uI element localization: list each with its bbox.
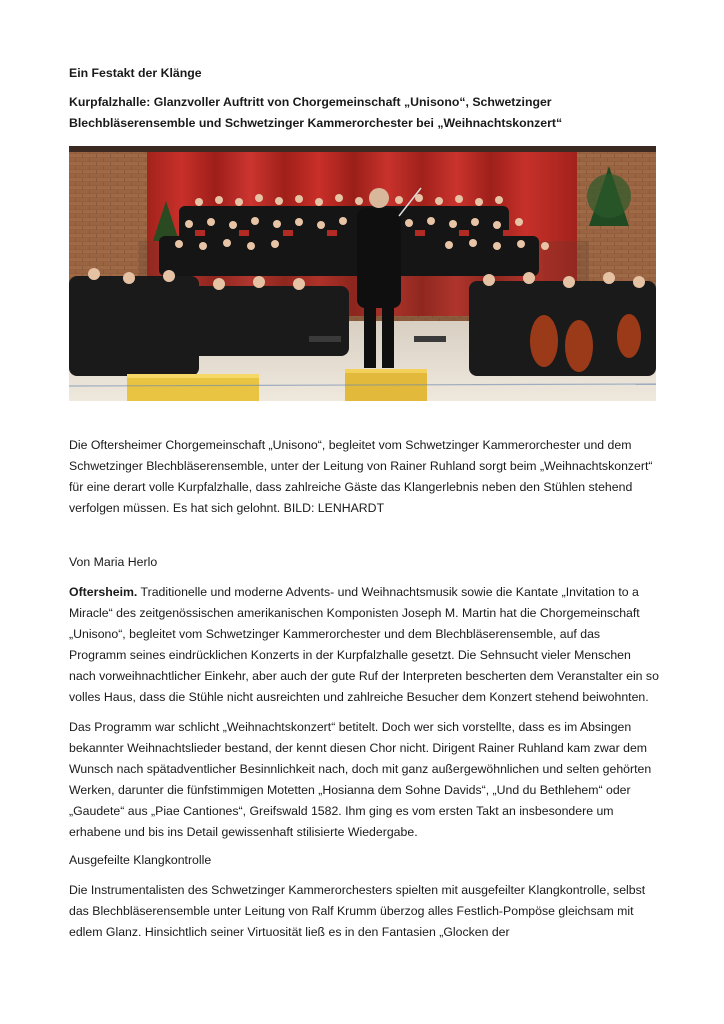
article-paragraph-2: Das Programm war schlicht „Weihnachtskonzert“ betitelt. Doch wer sich vorstellte, dass es im Absingen bekannter Weihnachtslieder bestand, der kennt diesen Chor nicht. Dirigent Rainer Ruhland kam zwar dem Wunsch nach spätadventlicher Besinnlichkeit nach, doch mit ganz außergewöhnlichen und selten gehörten Werken, darunter die fünfstimmigen Motetten „Hosianna dem Sohne Davids“, „Und du Bethlehem“ oder „Gaudete“ aus „Piae Cantiones“, Greifswald 1582. Ihm ging es vom ersten Takt an insbesondere um erhabene und bis ins Detail gewissenhaft stilisierte Wiedergabe. [69, 720, 652, 839]
article [69, 64, 659, 943]
paragraph-1-text: Traditionelle und moderne Advents- und Weihnachtsmusik sowie die Kantate „Invitation to a Miracle“ des zeitgenössischen amerikanischen Komponisten Joseph M. Martin hat die Chorgemeinschaft „Unisono“, begleitet vom Schwetzinger Kammerorchester und dem Blechbläserensemble, auf das Programm seines eindrücklichen Konzerts in der Kurpfalzhalle gesetzt. Die Sehnsucht vieler Menschen nach vorweihnachtlicher Einkehr, aber auch der gute Ruf der Interpreten bescherten dem Veranstalter ein so volles Haus, dass die Stühle nicht ausreichten und zahlreiche Besucher dem Konzert stehend beiwohnten. [69, 585, 659, 704]
headline-line-1: Kurpfalzhalle: Glanzvoller Auftritt von Chorgemeinschaft „Unisono“, Schwetzinger [69, 95, 552, 109]
article-kicker: Ein Festakt der Klänge [69, 66, 202, 80]
article-subheading: Ausgefeilte Klangkontrolle [69, 853, 212, 867]
article-headline [69, 92, 659, 134]
concert-photo-illustration [69, 146, 656, 401]
headline-line-2: Blechbläserensemble und Schwetzinger Kammerorchester bei „Weihnachtskonzert“ [69, 116, 563, 130]
dateline: Oftersheim. [69, 585, 138, 599]
article-paragraph-1 [69, 582, 659, 708]
author-byline: Von Maria Herlo [69, 555, 158, 569]
article-paragraph-3: Die Instrumentalisten des Schwetzinger Kammerorchesters spielten mit ausgefeilter Klangkontrolle, selbst das Blechbläserensemble unter Leitung von Ralf Krumm überzog alles Festlich-Pompöse gleichsam mit edlem Glanz. Hinsichtlich seiner Virtuosität ließ es in den Fantasien „Glocken der [69, 883, 646, 939]
concert-photo [69, 146, 656, 401]
photo-caption: Die Oftersheimer Chorgemeinschaft „Unisono“, begleitet vom Schwetzinger Kammerorchester und dem Schwetzinger Blechbläserensemble, unter der Leitung von Rainer Ruhland sorgt beim „Weihnachtskonzert“ für eine derart volle Kurpfalzhalle, dass zahlreiche Gäste das Klangerlebnis neben den Stühlen stehend verfolgen müssen. Es hat sich gelohnt. BILD: LENHARDT [69, 438, 653, 515]
